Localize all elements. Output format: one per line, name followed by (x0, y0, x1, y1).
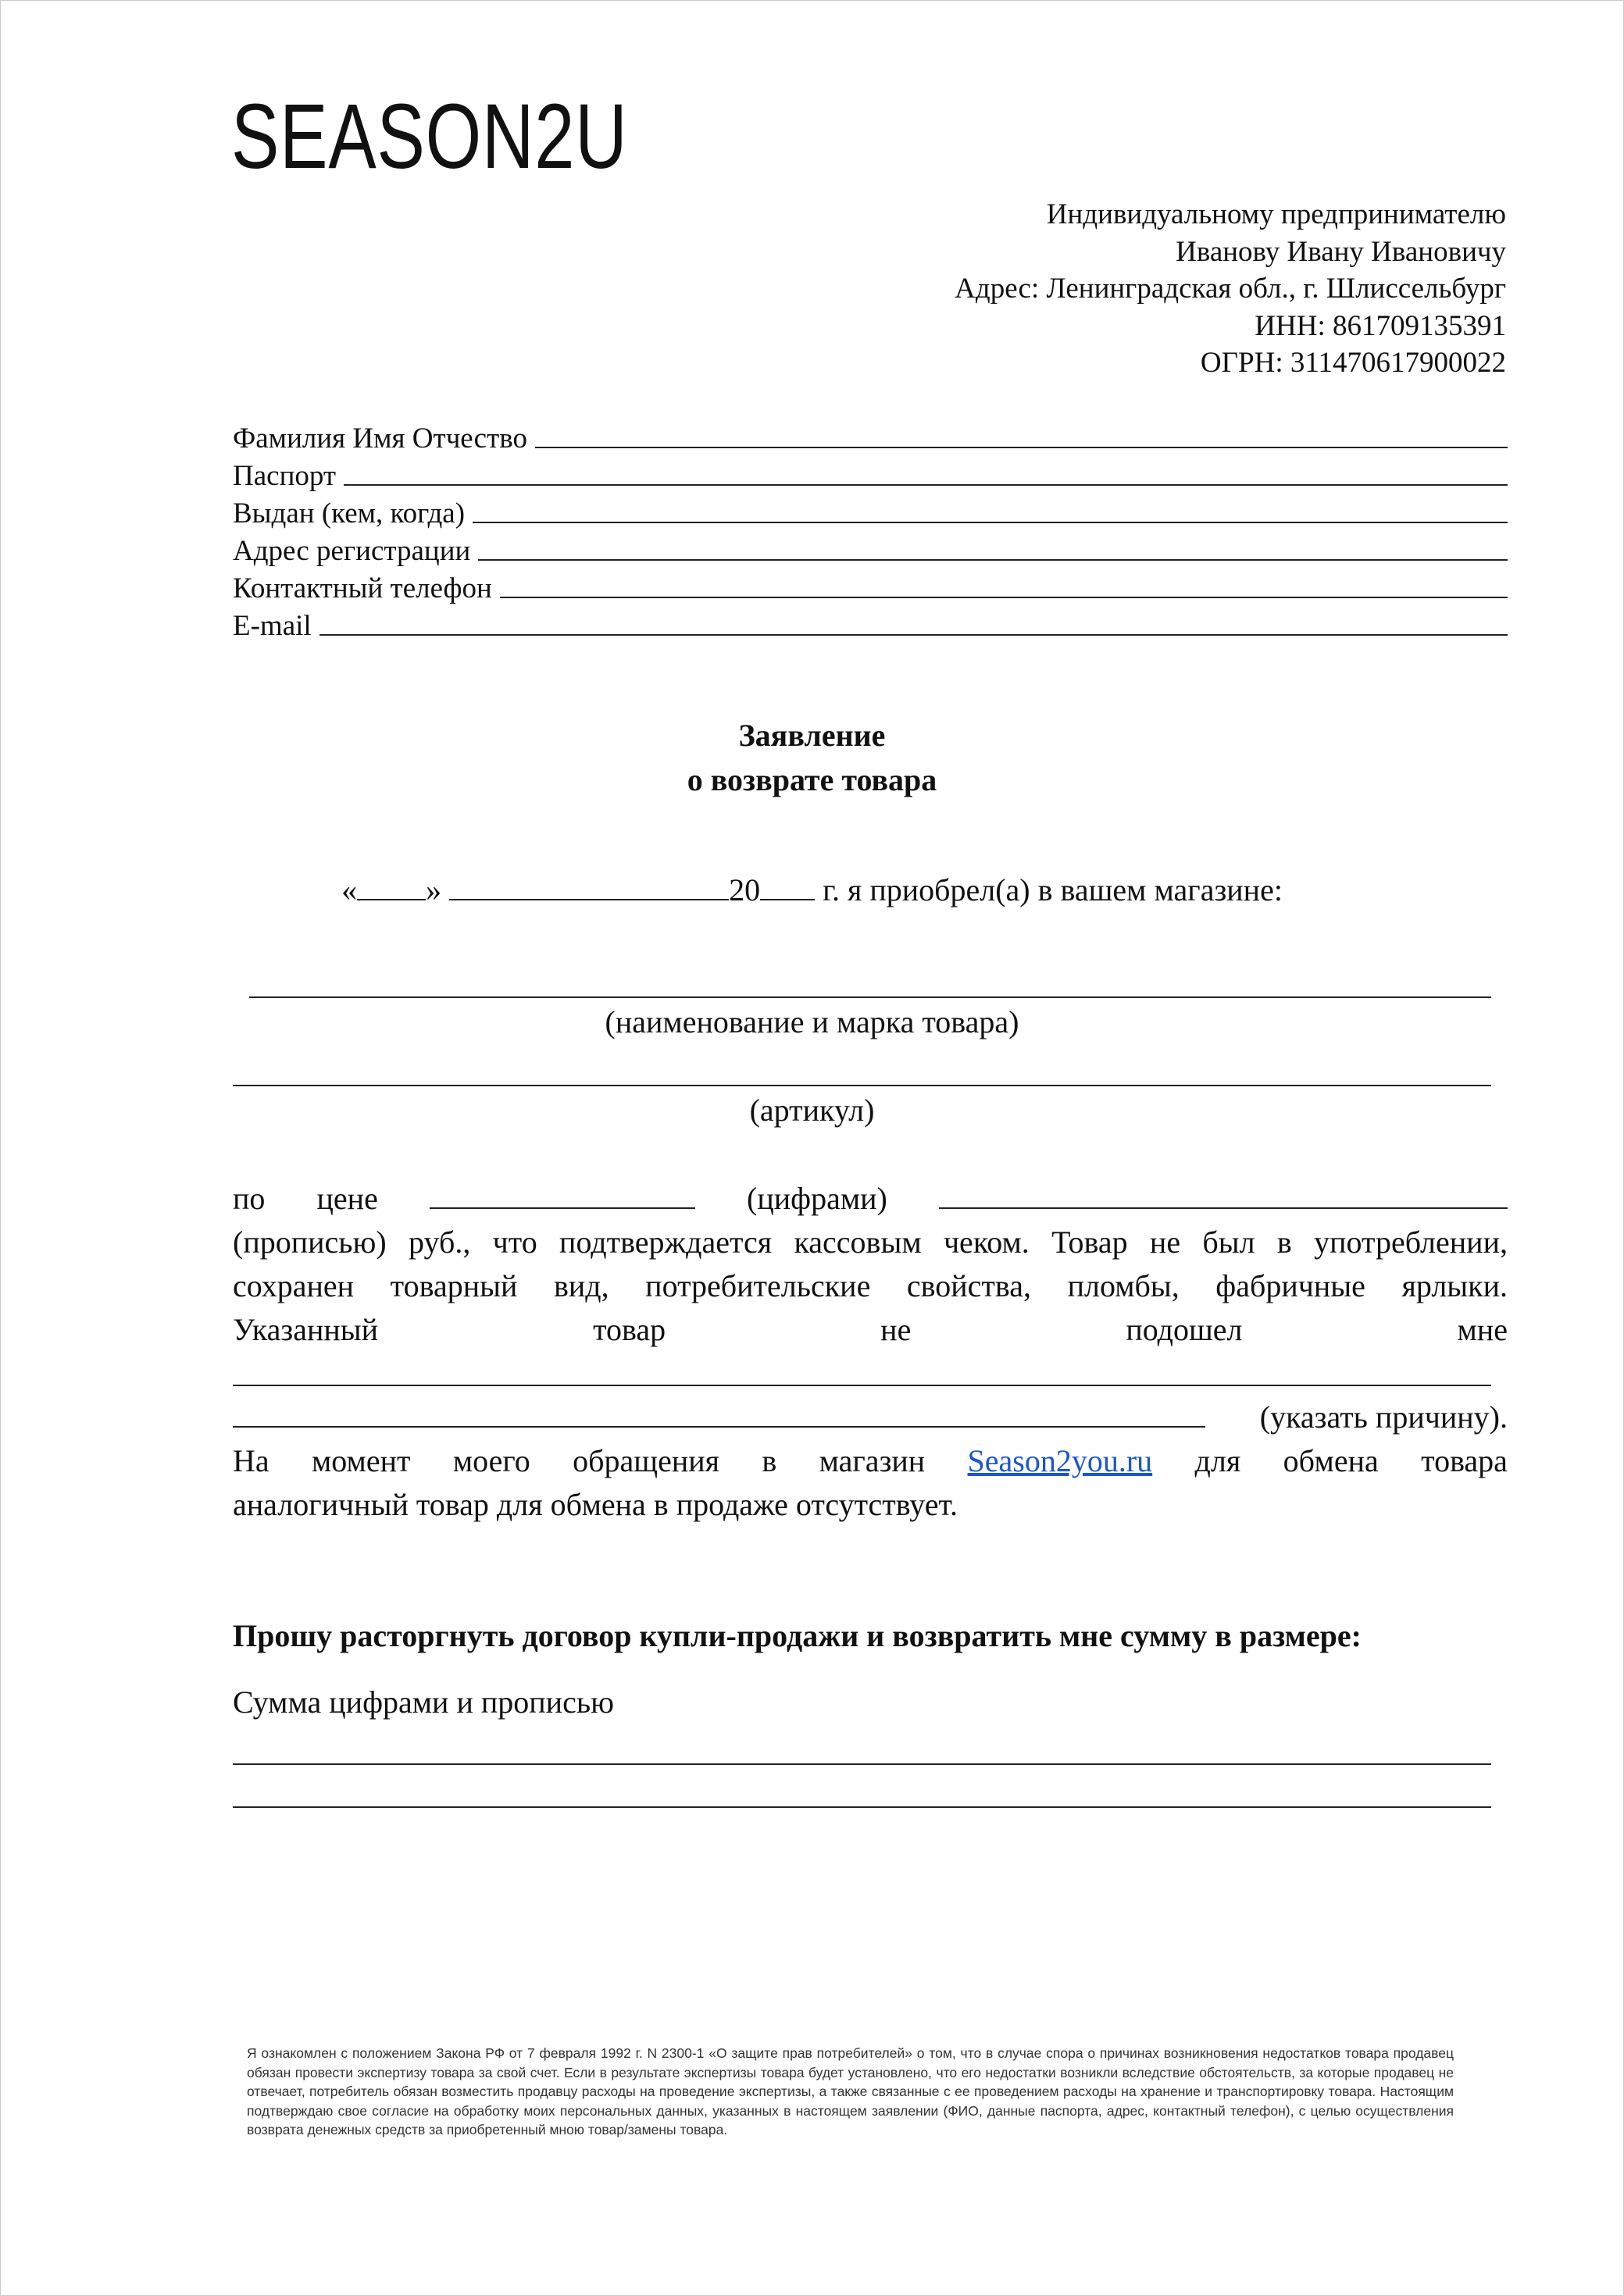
price-line-2 (233, 1221, 1508, 1264)
word: не (880, 1312, 912, 1347)
month-input-line[interactable] (449, 899, 729, 900)
word: обращения (573, 1443, 720, 1478)
price-line-1 (233, 1177, 1508, 1221)
reason-line-2 (233, 1396, 1508, 1439)
applicant-fields (233, 420, 1508, 645)
request-statement: Прошу расторгнуть договор купли-продажи и возвратить мне сумму в размере: (233, 1618, 1362, 1653)
title-line-1: Заявление (738, 718, 886, 753)
year-prefix: 20 (729, 872, 761, 907)
address-label: Адрес регистрации (233, 535, 471, 567)
reason-label: (указать причину). (1259, 1399, 1508, 1435)
passport-field (233, 458, 1508, 495)
product-name-input-line[interactable] (249, 996, 1491, 998)
word: по (233, 1181, 266, 1216)
address-input-line[interactable] (478, 559, 1508, 561)
reason-input-line-2[interactable] (233, 1426, 1205, 1428)
brand-logo: SEASON2U (231, 85, 628, 188)
sum-input-line-2[interactable] (233, 1806, 1491, 1808)
word: моего (452, 1443, 530, 1478)
issued-field (233, 495, 1508, 533)
article-caption: (артикул) (749, 1093, 875, 1128)
reason-input-line-1[interactable] (233, 1385, 1491, 1386)
word: цене (316, 1181, 378, 1216)
product-caption: (наименование и марка товара) (605, 1004, 1019, 1039)
address-field (233, 533, 1508, 570)
passport-label: Паспорт (233, 460, 337, 492)
word: Указанный (233, 1312, 379, 1347)
condition-text: сохранен товарный вид, потребительские свойства, пломбы, фабричные ярлыки. (233, 1268, 1508, 1303)
price-line-4 (233, 1308, 1508, 1352)
word: товар (593, 1312, 666, 1347)
issued-label: Выдан (кем, когда) (233, 497, 466, 529)
purchase-text: г. я приобрел(а) в вашем магазине: (823, 872, 1283, 907)
phone-label: Контактный телефон (233, 572, 492, 604)
recipient-line: ИНН: 861709135391 (1255, 309, 1506, 342)
reason-line-1 (233, 1352, 1508, 1396)
digits-label: (цифрами) (747, 1181, 887, 1216)
issued-input-line[interactable] (473, 522, 1508, 523)
price-words-input-line[interactable] (939, 1207, 1508, 1209)
word: магазин (819, 1443, 926, 1478)
shop-link[interactable]: Season2you.ru (967, 1443, 1153, 1478)
shop-line (233, 1439, 1508, 1483)
email-field (233, 608, 1508, 645)
recipient-line: ОГРН: 311470617900022 (1200, 347, 1506, 379)
legal-footnote: Я ознакомлен с положением Закона РФ от 7 февраля 1992 г. N 2300-1 «О защите прав потребителей» о том, что в случае спора о причинах возникновения недостатков товара продавец обязан провести экспертизу товара за свой счет. Если в результате экспертизы товара будет установлено, что его недостатки возникли вследствие обстоятельств, за которые продавец не отвечает, потребитель обязан возместить продавцу расходы на проведение экспертизы, а также связанные с ее проведением расходы на хранение и транспортировку товара. Настоящим подтверждаю свое согласие на обработку моих персональных данных, указанных в настоящем заявлении (ФИО, данные паспорта, адрес, контактный телефон), с целью осуществления возврата денежных средств за приобретенный мною товар/замены товара. (247, 2045, 1454, 2137)
title-line-2: о возврате товара (687, 762, 937, 797)
fio-input-line[interactable] (535, 447, 1508, 448)
day-input-line[interactable] (357, 899, 426, 900)
word: в (762, 1443, 777, 1478)
price-words-text: (прописью) руб., что подтверждается кассовым чеком. Товар не был в употреблении, (233, 1225, 1508, 1260)
email-label: E-mail (233, 610, 312, 642)
passport-input-line[interactable] (344, 484, 1508, 486)
year-input-line[interactable] (760, 899, 815, 900)
recipient-block (647, 196, 1506, 382)
word: для (1194, 1443, 1241, 1478)
document-title (1, 713, 1623, 802)
word: момент (311, 1443, 411, 1478)
fio-field (233, 420, 1508, 458)
word: мне (1457, 1312, 1508, 1347)
recipient-line: Иванову Ивану Ивановичу (1176, 235, 1506, 268)
sum-input-line-1[interactable] (233, 1763, 1491, 1765)
sum-label: Сумма цифрами и прописью (233, 1685, 614, 1720)
purchase-date-line (1, 868, 1623, 912)
open-quote: « (341, 872, 358, 907)
phone-field (233, 570, 1508, 608)
close-quote: » (426, 872, 442, 907)
word: подошел (1126, 1312, 1243, 1347)
fio-label: Фамилия Имя Отчество (233, 422, 527, 455)
article-input-line[interactable] (233, 1085, 1491, 1086)
email-input-line[interactable] (319, 634, 1508, 636)
price-digits-input-line[interactable] (430, 1207, 695, 1209)
price-paragraph (233, 1177, 1508, 1527)
recipient-line: Адрес: Ленинградская обл., г. Шлиссельбург (955, 273, 1506, 305)
phone-input-line[interactable] (500, 597, 1508, 598)
word: На (233, 1443, 269, 1478)
recipient-line: Индивидуальному предпринимателю (1046, 198, 1506, 230)
absence-line: аналогичный товар для обмена в продаже отсутствует. (233, 1487, 958, 1522)
price-line-3 (233, 1264, 1508, 1308)
word: обмена (1283, 1443, 1379, 1478)
word: товара (1421, 1443, 1508, 1478)
